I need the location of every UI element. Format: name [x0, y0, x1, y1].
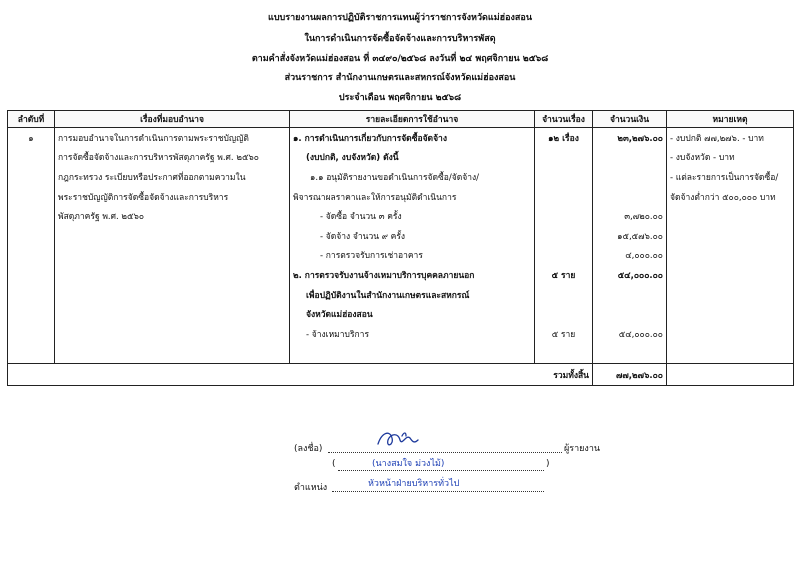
cell-no: ๑: [8, 128, 55, 148]
col-header-amount: จำนวนเงิน: [593, 111, 667, 128]
cell-note: [667, 304, 794, 324]
total-label: รวมทั้งสิ้น: [8, 364, 593, 386]
cell-count: [535, 206, 593, 226]
table-row: [8, 304, 794, 324]
cell-detail: ๒. การตรวจรับงานจ้างเหมาบริการบุคคลภายนอก: [290, 265, 535, 285]
cell-no: [8, 187, 55, 207]
cell-note: [667, 206, 794, 226]
cell-note: จัดจ้างต่ำกว่า ๕๐๐,๐๐๐ บาท: [667, 187, 794, 207]
cell-subject: การจัดซื้อจัดจ้างและการบริหารพัสดุภาครัฐ พ.ศ. ๒๕๖๐: [55, 148, 290, 168]
table-row: [8, 148, 794, 168]
cell-subject: [55, 304, 290, 324]
cell-count: [535, 246, 593, 266]
cell-subject: [55, 285, 290, 305]
table-row: [8, 324, 794, 344]
name-open-paren: (: [332, 459, 336, 469]
cell-count: ๕ ราย: [535, 265, 593, 285]
cell-subject: กฎกระทรวง ระเบียบหรือประกาศที่ออกตามความใน: [55, 167, 290, 187]
cell-count: [535, 285, 593, 305]
cell-count: ๕ ราย: [535, 324, 593, 344]
table-row: [8, 285, 794, 305]
report-table: [7, 110, 794, 386]
cell-subject: การมอบอำนาจในการดำเนินการตามพระราชบัญญัติ: [55, 128, 290, 148]
cell-detail: [290, 344, 535, 364]
table-row: [8, 265, 794, 285]
cell-no: [8, 285, 55, 305]
sign-label: (ลงชื่อ): [294, 444, 323, 454]
table-header-row: [8, 111, 794, 128]
handwritten-signature: [372, 426, 432, 452]
report-month: ประจำเดือน พฤศจิกายน ๒๕๖๘: [338, 93, 462, 103]
total-amount: ๗๗,๒๗๖.๐๐: [593, 364, 667, 386]
col-header-detail: รายละเอียดการใช้อำนาจ: [290, 111, 535, 128]
cell-amount: ๒๓,๒๗๖.๐๐: [593, 128, 667, 148]
signature-line: [328, 442, 562, 453]
cell-subject: พระราชบัญญัติการจัดซื้อจัดจ้างและการบริหาร: [55, 187, 290, 207]
cell-amount: ๕๔,๐๐๐.๐๐: [593, 265, 667, 285]
cell-note: [667, 265, 794, 285]
cell-amount: [593, 344, 667, 364]
cell-note: - งบจังหวัด - บาท: [667, 148, 794, 168]
name-close-paren: ): [546, 459, 550, 469]
cell-no: [8, 167, 55, 187]
cell-amount: ๓,๗๒๐.๐๐: [593, 206, 667, 226]
cell-count: ๑๒ เรื่อง: [535, 128, 593, 148]
cell-amount: [593, 187, 667, 207]
table-row: [8, 246, 794, 266]
table-row: [8, 206, 794, 226]
cell-note: [667, 226, 794, 246]
cell-count: [535, 148, 593, 168]
cell-detail: ๑. การดำเนินการเกี่ยวกับการจัดซื้อจัดจ้าง: [290, 128, 535, 148]
table-row: [8, 187, 794, 207]
cell-subject: [55, 265, 290, 285]
cell-subject: [55, 246, 290, 266]
cell-note: [667, 246, 794, 266]
cell-no: [8, 226, 55, 246]
cell-note: [667, 285, 794, 305]
cell-detail: พิจารณาผลราคาและให้การอนุมัติดำเนินการ: [290, 187, 535, 207]
table-row: [8, 128, 794, 148]
report-title: แบบรายงานผลการปฏิบัติราชการแทนผู้ว่าราชการจังหวัดแม่ฮ่องสอน: [268, 13, 532, 23]
cell-detail: - จ้างเหมาบริการ: [290, 324, 535, 344]
cell-no: [8, 206, 55, 226]
cell-no: [8, 148, 55, 168]
cell-no: [8, 324, 55, 344]
table-row: [8, 226, 794, 246]
cell-detail: - การตรวจรับการเช่าอาคาร: [290, 246, 535, 266]
cell-amount: [593, 148, 667, 168]
col-header-no: ลำดับที่: [8, 111, 55, 128]
table-row: [8, 167, 794, 187]
cell-amount: ๑๕,๕๗๖.๐๐: [593, 226, 667, 246]
table-row: [8, 344, 794, 364]
cell-detail: (งบปกติ, งบจังหวัด) ดังนี้: [290, 148, 535, 168]
cell-no: [8, 265, 55, 285]
cell-note: [667, 324, 794, 344]
agency-name: ส่วนราชการ สำนักงานเกษตรและสหกรณ์จังหวัดแม่ฮ่องสอน: [284, 73, 516, 83]
cell-no: [8, 304, 55, 324]
report-subtitle: ในการดำเนินการจัดซื้อจัดจ้างและการบริหารพัสดุ: [304, 34, 496, 44]
cell-amount: [593, 167, 667, 187]
total-note-cell: [667, 364, 794, 386]
cell-count: [535, 167, 593, 187]
cell-detail: - จัดซื้อ จำนวน ๓ ครั้ง: [290, 206, 535, 226]
col-header-subject: เรื่องที่มอบอำนาจ: [55, 111, 290, 128]
cell-amount: ๔,๐๐๐.๐๐: [593, 246, 667, 266]
cell-subject: [55, 226, 290, 246]
cell-amount: [593, 304, 667, 324]
cell-count: [535, 344, 593, 364]
cell-count: [535, 304, 593, 324]
cell-count: [535, 226, 593, 246]
cell-subject: [55, 344, 290, 364]
cell-no: [8, 344, 55, 364]
col-header-note: หมายเหตุ: [667, 111, 794, 128]
cell-count: [535, 187, 593, 207]
cell-note: - งบปกติ ๗๗,๒๗๖. - บาท: [667, 128, 794, 148]
position-label: ตำแหน่ง: [294, 483, 328, 493]
signer-position: หัวหน้าฝ่ายบริหารทั่วไป: [368, 479, 460, 489]
cell-subject: [55, 324, 290, 344]
cell-detail: จังหวัดแม่ฮ่องสอน: [290, 304, 535, 324]
cell-no: [8, 246, 55, 266]
cell-note: [667, 344, 794, 364]
cell-subject: พัสดุภาครัฐ พ.ศ. ๒๕๖๐: [55, 206, 290, 226]
reporter-label: ผู้รายงาน: [564, 444, 601, 454]
cell-detail: - จัดจ้าง จำนวน ๙ ครั้ง: [290, 226, 535, 246]
cell-amount: [593, 285, 667, 305]
cell-detail: เพื่อปฏิบัติงานในสำนักงานเกษตรและสหกรณ์: [290, 285, 535, 305]
total-row: [8, 364, 794, 386]
cell-amount: ๕๔,๐๐๐.๐๐: [593, 324, 667, 344]
cell-note: - แต่ละรายการเป็นการจัดซื้อ/: [667, 167, 794, 187]
order-reference: ตามคำสั่งจังหวัดแม่ฮ่องสอน ที่ ๓๔๙๐/๒๕๖๘ ลงวันที่ ๒๔ พฤศจิกายน ๒๕๖๘: [251, 54, 549, 64]
signer-name: (นางสมใจ ม่วงไม้): [372, 459, 445, 469]
col-header-count: จำนวนเรื่อง: [535, 111, 593, 128]
cell-detail: ๑.๑ อนุมัติรายงานขอดำเนินการจัดซื้อ/จัดจ้าง/: [290, 167, 535, 187]
